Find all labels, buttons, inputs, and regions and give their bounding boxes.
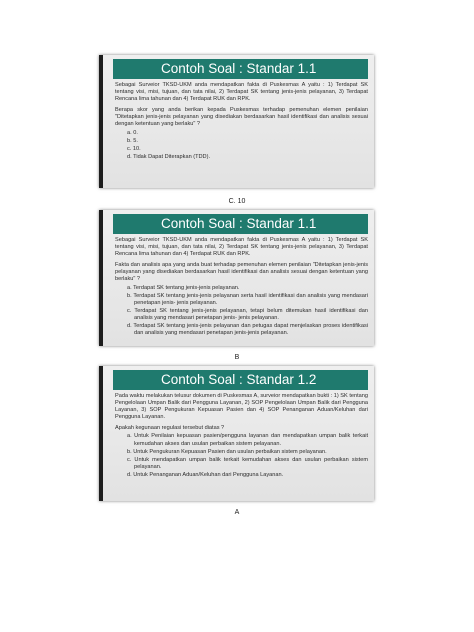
slide-1 [99, 55, 374, 188]
option-b: b. 5. [127, 137, 138, 144]
option-b: b. Terdapat SK tentang jenis-jenis pelayanan serta hasil identifikasi dan analisis yang mendasari penetapan jenis- jenis pelayanan. [127, 292, 368, 306]
option-a: a. Terdapat SK tentang jenis-jenis pelayanan. [127, 284, 240, 291]
option-c: c. 10. [127, 145, 141, 152]
slide-body [115, 82, 368, 161]
option-d: d. Tidak Dapat Diterapkan (TDD). [127, 153, 211, 160]
slide-body [115, 237, 368, 337]
slide-title: Contoh Soal : Standar 1.1 [113, 214, 368, 234]
answer-3: A [234, 509, 240, 516]
option-d: d. Terdapat SK tentang jenis-jenis pelayanan dan petugas dapat menjelaskan proses identifikasi dan analisis yang mendasari penetapan jenis-jenis pelayanan. [127, 323, 368, 337]
slide-body [115, 393, 368, 479]
question-text: Berapa skor yang anda berikan kepada Puskesmas terhadap pemenuhan elemen penilaian "Ditetapkan jenis-jenis pelayanan yang disediakan berdasarkan hasil identifikasi dan analisis sesuai dengan ketentuan yang berlaku" ? [115, 107, 368, 128]
option-list [127, 285, 368, 338]
option-a: a. 0. [127, 129, 138, 136]
question-context: Sebagai Surveior TKSD-UKM anda mendapatkan fakta di Puskesmas A yaitu : 1) Terdapat SK tentang visi, misi, tujuan, dan tata nilai, 2) Terdapat SK tentang jenis-jenis pelayanan, 3) Terdapat Rencana lima tahunan dan 4) Terdapat RUK dan RPK. [115, 237, 368, 258]
option-c: c. Terdapat SK tentang jenis-jenis pelayanan, tetapi belum ditemukan hasil identifikasi dan analisis yang mendasari penetapan jenis- jenis pelayanan. [127, 307, 368, 321]
slide-3 [99, 366, 374, 501]
option-a: a. Untuk Penilaian kepuasan pasien/pengguna layanan dan mendapatkan umpan balik terkait kemudahan akses dan usulan perbaikan sistem pelayanan. [127, 433, 368, 447]
option-list [127, 130, 368, 161]
option-list [127, 433, 368, 479]
answer-2: B [234, 354, 240, 361]
question-context: Pada waktu melakukan telusur dokumen di Puskesmas A, surveior mendapatkan bukti : 1) SK tentang Pengelolaan Umpan Balik dari Pengguna Layanan, 2) SOP Pengelolaan Umpan Balik dari Pengguna Layanan, 3) SOP Pengukuran Kepuasan Pasien dan 4) SOP Penanganan Aduan/Keluhan dari Pengguna Layanan. [115, 393, 368, 421]
slide-title: Contoh Soal : Standar 1.2 [113, 370, 368, 390]
slide-2 [99, 210, 374, 346]
option-c: c. Untuk mendapatkan umpan balik terkait kemudahan akses dan usulan perbaikan sistem pelayanan. [127, 456, 368, 470]
question-text: Apakah kegunaan regulasi tersebut diatas ? [115, 425, 225, 432]
answer-1: C. 10 [228, 198, 246, 205]
slide-title: Contoh Soal : Standar 1.1 [113, 59, 368, 79]
option-d: d. Untuk Penanganan Aduan/Keluhan dari Pengguna Layanan. [127, 471, 284, 478]
option-b: b. Untuk Pengukuran Kepuasan Pasien dan usulan perbaikan sistem pelayanan. [127, 448, 327, 455]
question-context: Sebagai Surveior TKSD-UKM anda mendapatkan fakta di Puskesmas A yaitu : 1) Terdapat SK tentang visi, misi, tujuan, dan tata nilai, 2) Terdapat SK tentang jenis-jenis pelayanan, 3) Terdapat Rencana lima tahunan dan 4) Terdapat RUK dan RPK. [115, 82, 368, 103]
question-text: Fakta dan analisis apa yang anda buat terhadap pemenuhan elemen penilaian "Ditetapkan jenis-jenis pelayanan yang disediakan berdasarkan hasil identifikasi dan analisis sesuai dengan ketentuan yang berlaku" ? [115, 262, 368, 283]
